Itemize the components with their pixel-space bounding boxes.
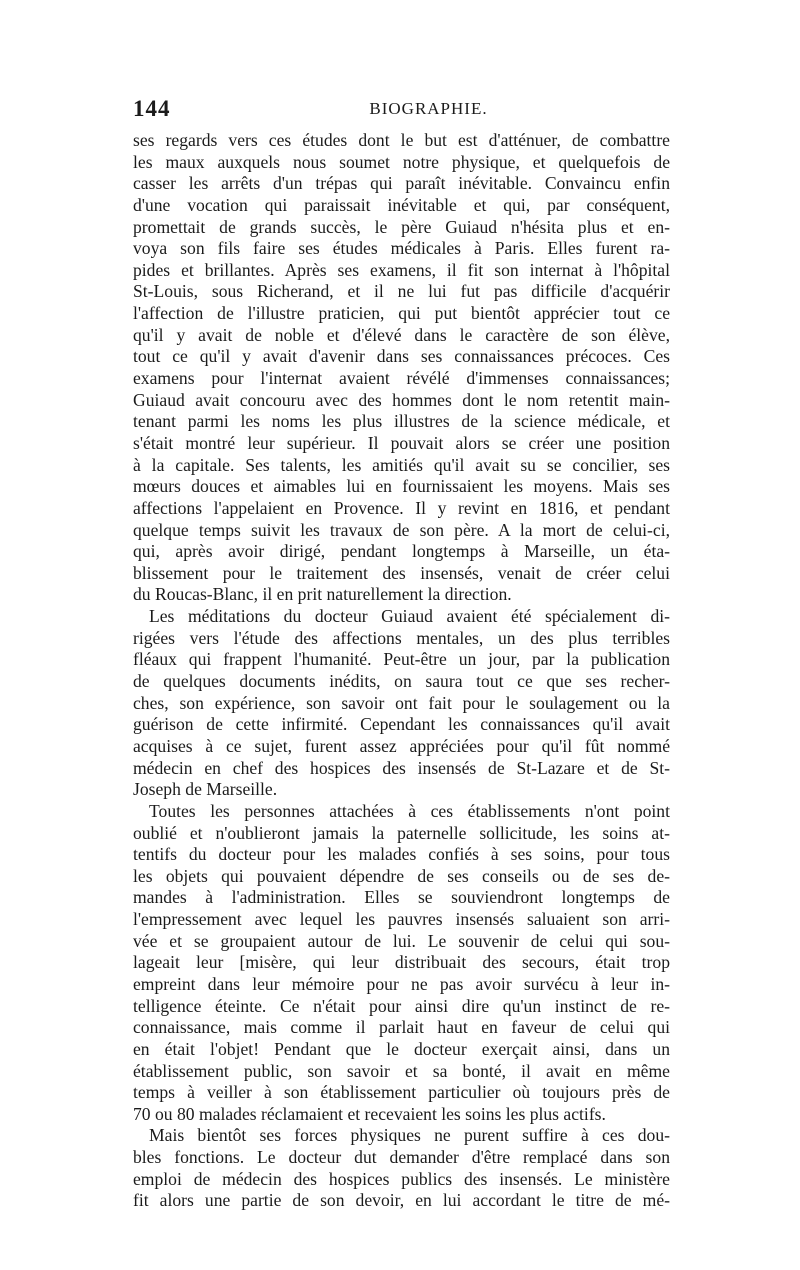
text-line: oublié et n'oublieront jamais la paternelle sollicitude, les soins at- [133,822,670,843]
text-line: affections l'appelaient en Provence. Il y revint en 1816, et pendant [133,497,670,518]
text-line: fit alors une partie de son devoir, en lui accordant le titre de mé- [133,1190,670,1211]
text-line: l'affection de l'illustre praticien, qui put bientôt apprécier tout ce [133,303,670,324]
text-line: quelque temps suivit les travaux de son père. A la mort de celui-ci, [133,519,670,540]
running-title: BIOGRAPHIE. [369,99,488,118]
text-line: promettait de grands succès, le père Guiaud n'hésita plus et en- [133,216,670,237]
text-line: d'une vocation qui paraissait inévitable et qui, par conséquent, [133,194,670,215]
text-line: vée et se groupaient autour de lui. Le souvenir de celui qui sou- [133,930,670,951]
text-line: St-Louis, sous Richerand, et il ne lui fut pas difficile d'acquérir [133,281,670,302]
text-line: emploi de médecin des hospices publics des insensés. Le ministère [133,1168,670,1189]
text-line: blissement pour le traitement des insensés, venait de créer celui [133,562,670,583]
text-line: qu'il y avait de noble et d'élevé dans le caractère de son élève, [133,324,670,345]
text-line: connaissance, mais comme il parlait haut en faveur de celui qui [133,1017,670,1038]
text-line: mandes à l'administration. Elles se souviendront longtemps de [133,887,670,908]
text-line: Les méditations du docteur Guiaud avaient été spécialement di- [149,606,670,627]
page-number: 144 [133,96,171,121]
text-line: tout ce qu'il y avait d'avenir dans ses connaissances précoces. Ces [133,346,670,367]
text-line: Mais bientôt ses forces physiques ne purent suffire à ces dou- [149,1125,670,1146]
text-line: Guiaud avait concouru avec des hommes dont le nom retentit main- [133,389,670,410]
text-line: temps à veiller à son établissement particulier où toujours près de [133,1082,670,1103]
text-line: examens pour l'internat avaient révélé d'immenses connaissances; [133,368,670,389]
text-line: à la capitale. Ses talents, les amitiés qu'il avait su se concilier, ses [133,454,670,475]
text-line: tenant parmi les noms les plus illustres de la science médicale, et [133,411,670,432]
text-line: telligence éteinte. Ce n'était pour ainsi dire qu'un instinct de re- [133,995,670,1016]
text-line: les maux auxquels nous soumet notre physique, et quelquefois de [133,151,670,172]
text-line: de quelques documents inédits, on saura tout ce que ses recher- [133,671,670,692]
text-line: guérison de cette infirmité. Cependant les connaissances qu'il avait [133,714,670,735]
text-line: médecin en chef des hospices des insensés de St-Lazare et de St- [133,757,670,778]
text-line: voya son fils faire ses études médicales à Paris. Elles furent ra- [133,238,670,259]
text-line: ses regards vers ces études dont le but est d'atténuer, de combattre [133,130,670,150]
text-line: acquises à ce sujet, furent assez appréciées pour qu'il fût nommé [133,735,670,756]
text-line: pides et brillantes. Après ses examens, il fit son internat à l'hôpital [133,259,670,280]
text-line: établissement public, son savoir et sa bonté, il avait en même [133,1060,670,1081]
text-line: du Roucas-Blanc, il en prit naturellement la direction. [133,584,512,605]
text-line: l'empressement avec lequel les pauvres insensés saluaient son arri- [133,909,670,930]
text-line: qui, après avoir dirigé, pendant longtemps à Marseille, un éta- [133,541,670,562]
page-header [133,96,670,120]
text-line: en était l'objet! Pendant que le docteur exerçait ainsi, dans un [133,1038,670,1059]
text-line: s'était montré leur supérieur. Il pouvait alors se créer une position [133,432,670,453]
text-line: casser les arrêts d'un trépas qui paraît inévitable. Convaincu enfin [133,173,670,194]
text-line: fléaux qui frappent l'humanité. Peut-être un jour, par la publication [133,649,670,670]
text-line: empreint dans leur mémoire pour ne pas avoir survécu à leur in- [133,973,670,994]
text-line: rigées vers l'étude des affections mentales, un des plus terribles [133,627,670,648]
text-line: ches, son expérience, son savoir ont fait pour le soulagement ou la [133,692,670,713]
text-line: Joseph de Marseille. [133,779,278,800]
body-text [133,130,670,1212]
text-line: tentifs du docteur pour les malades confiés à ses soins, pour tous [133,844,670,865]
text-line: mœurs douces et aimables lui en fournissaient les moyens. Mais ses [133,476,670,497]
text-line: lageait leur [misère, qui leur distribuait des secours, était trop [133,952,670,973]
text-line: les objets qui pouvaient dépendre de ses conseils ou de ses de- [133,865,670,886]
text-line: bles fonctions. Le docteur dut demander d'être remplacé dans son [133,1147,670,1168]
text-line: 70 ou 80 malades réclamaient et recevaient les soins les plus actifs. [133,1103,606,1124]
text-line: Toutes les personnes attachées à ces établissements n'ont point [149,800,670,821]
